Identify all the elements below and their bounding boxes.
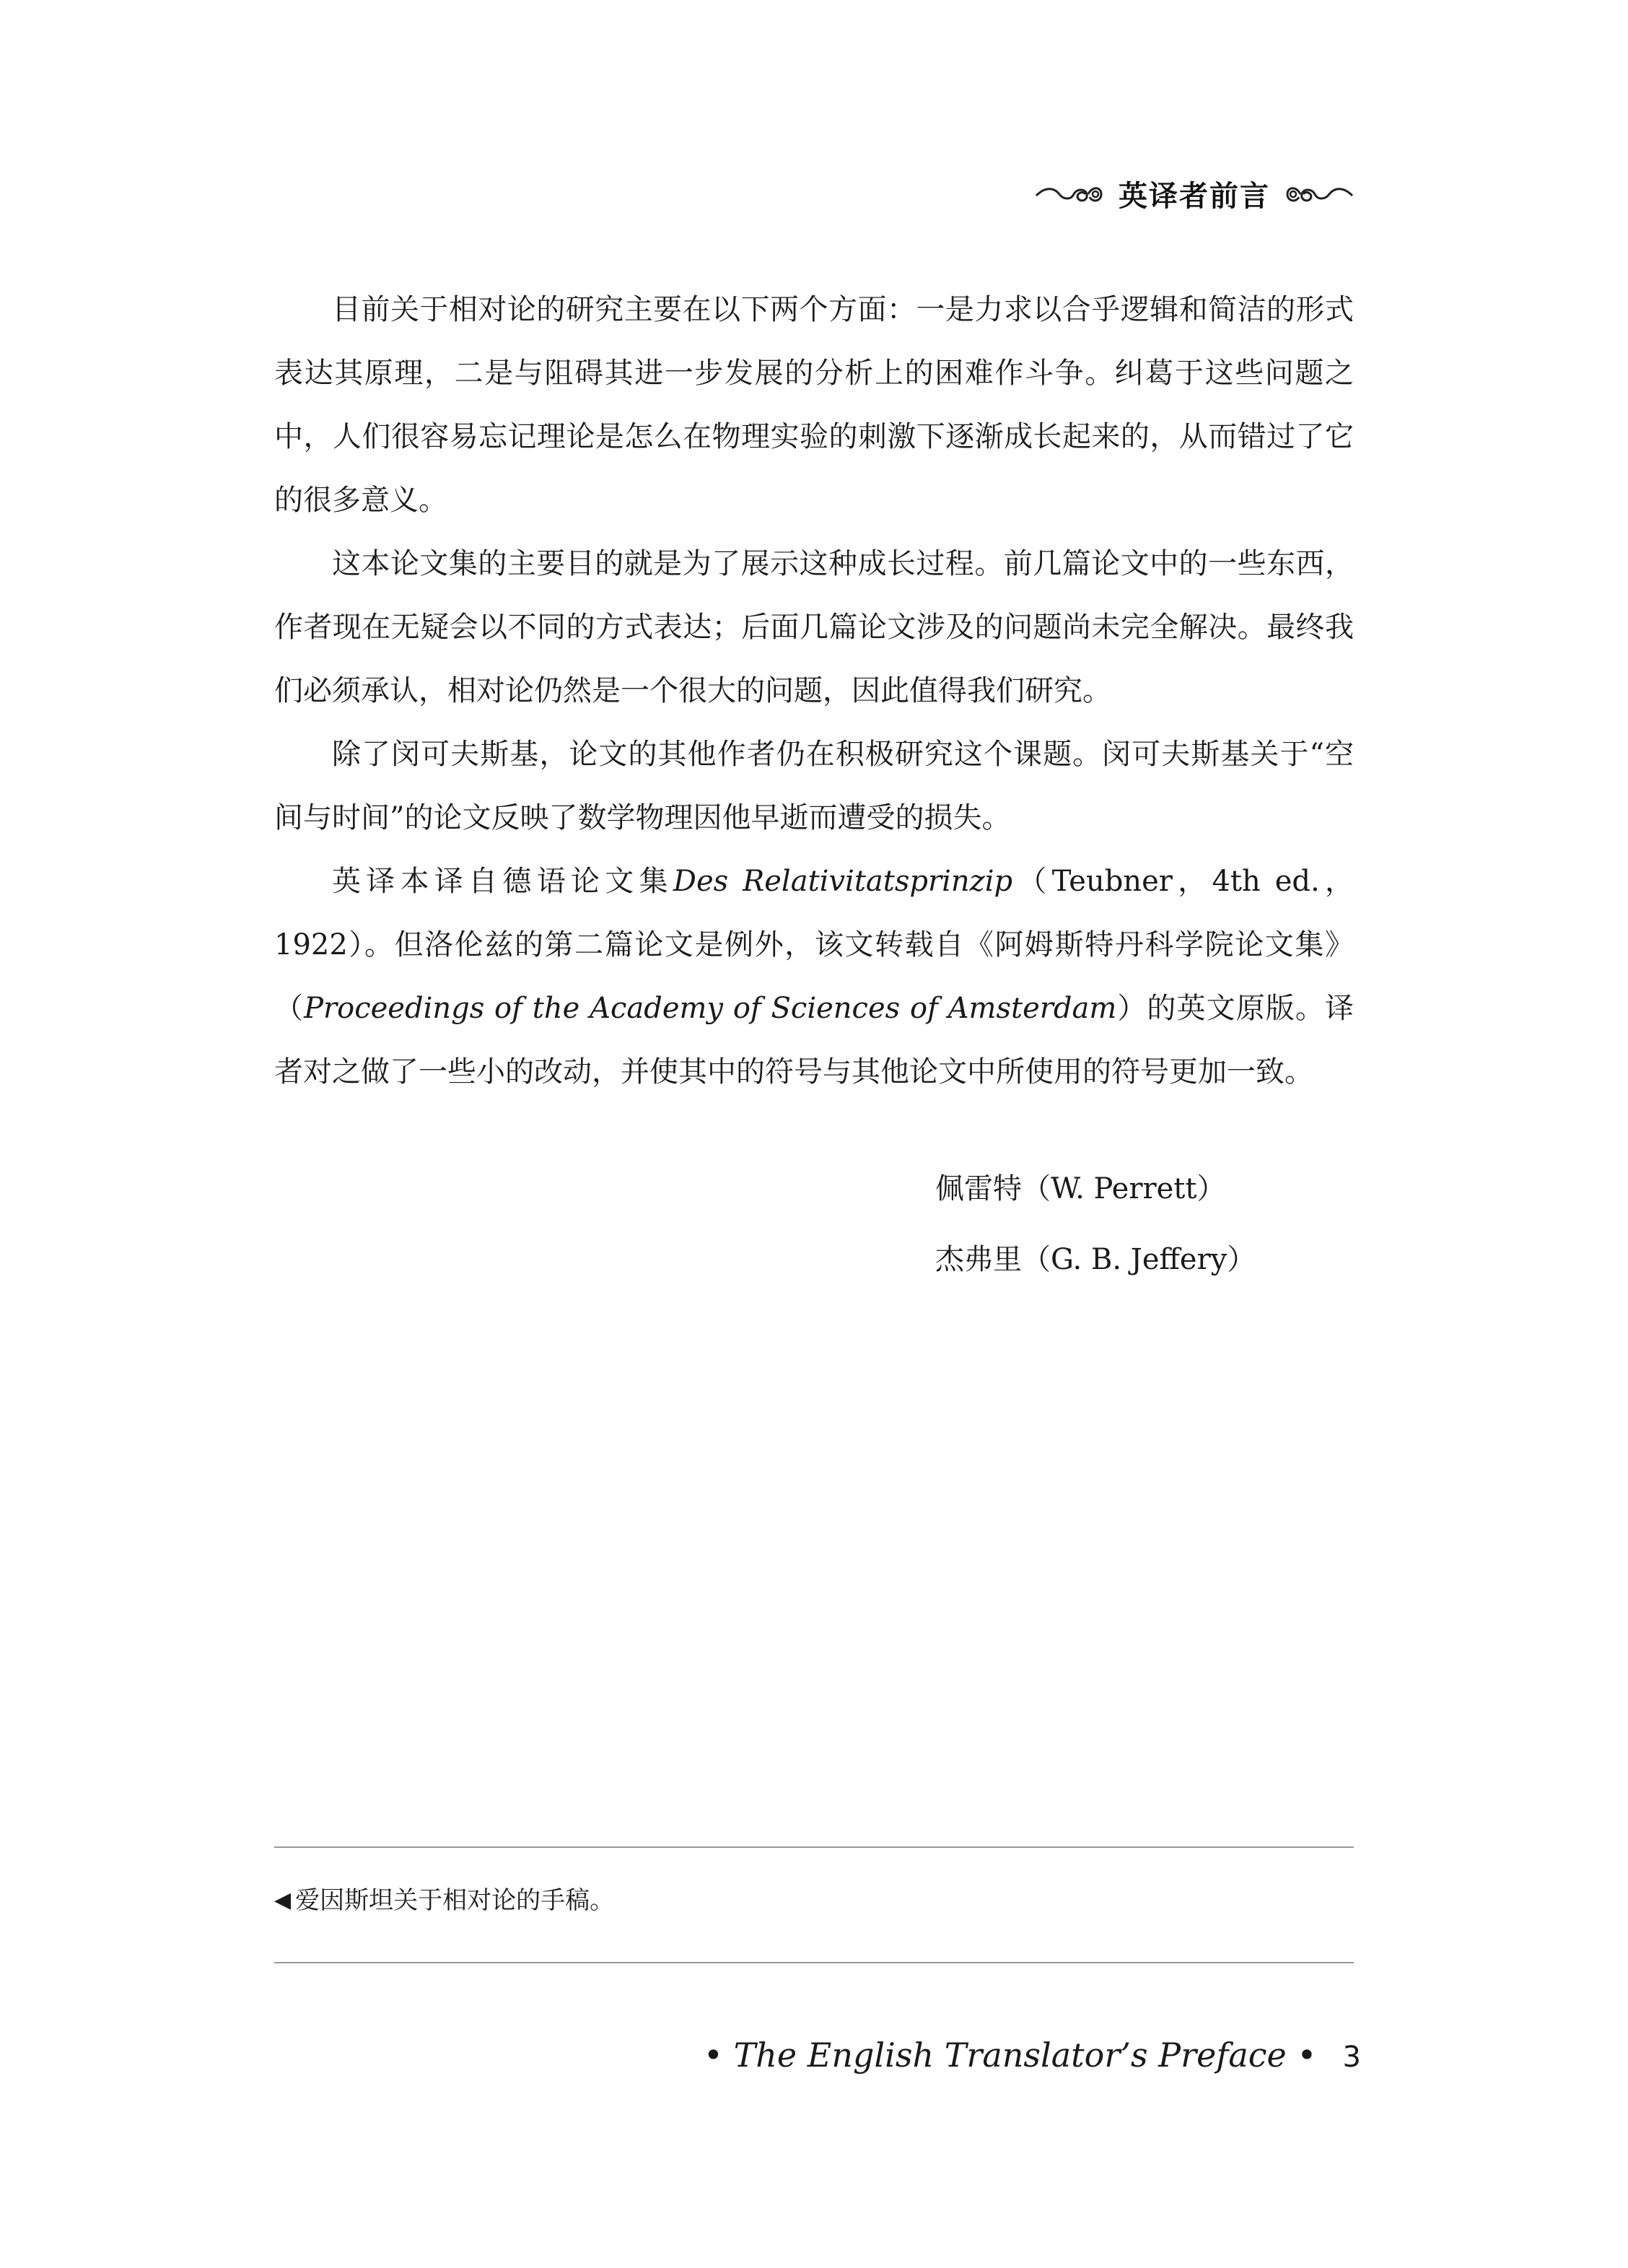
proceedings-title-italic: Proceedings of the Academy of Sciences of Amsterdam	[304, 992, 1117, 1025]
paragraph-4-part-1: 英译本译自德语论文集	[332, 865, 673, 898]
caption-text: 爱因斯坦关于相对论的手稿。	[295, 1886, 615, 1915]
body-text	[274, 278, 1354, 1104]
caption-divider-top	[274, 1846, 1354, 1848]
signature-perrett: 佩雷特（W. Perrett）	[935, 1172, 1226, 1205]
page-footer	[704, 2036, 1361, 2075]
paragraph-4-part-2: （Teubner，4th ed.，1922）。但洛伦兹的第二篇论文是例外，该文转载自《阿姆斯特丹科学院论文集》（	[274, 865, 1355, 1025]
running-header-title: 英译者前言	[1119, 180, 1270, 213]
signatures	[935, 1153, 1256, 1295]
signature-jeffery: 杰弗里（G. B. Jeffery）	[935, 1243, 1256, 1276]
paragraph-2: 这本论文集的主要目的就是为了展示这种成长过程。前几篇论文中的一些东西，作者现在无疑会以不同的方式表达；后面几篇论文涉及的问题尚未完全解决。最终我们必须承认，相对论仍然是一个很大的问题，因此值得我们研究。	[274, 547, 1354, 707]
flourish-right-icon	[1285, 180, 1354, 209]
triangle-left-icon: ◀	[274, 1888, 292, 1913]
paragraph-4	[274, 850, 1354, 1104]
paragraph-4-part-3: ）的英文原版。译者对之做了一些小的改动，并使其中的符号与其他论文中所使用的符号更加一致。	[274, 992, 1354, 1089]
footer-title: • The English Translator’s Preface •	[703, 2036, 1317, 2075]
book-title-italic: Des Relativitatsprinzip	[673, 865, 1013, 898]
figure-caption	[274, 1883, 614, 1919]
paragraph-3: 除了闵可夫斯基，论文的其他作者仍在积极研究这个课题。闵可夫斯基关于“空间与时间”的论文反映了数学物理因他早逝而遭受的损失。	[274, 738, 1354, 834]
paragraph-1: 目前关于相对论的研究主要在以下两个方面：一是力求以合乎逻辑和简洁的形式表达其原理，二是与阻碍其进一步发展的分析上的困难作斗争。纠葛于这些问题之中，人们很容易忘记理论是怎么在物理实验的刺激下逐渐成长起来的，从而错过了它的很多意义。	[274, 293, 1354, 517]
running-header	[1035, 173, 1354, 214]
flourish-left-icon	[1035, 180, 1104, 209]
page-number: 3	[1342, 2041, 1361, 2074]
caption-divider-bottom	[274, 1962, 1354, 1963]
